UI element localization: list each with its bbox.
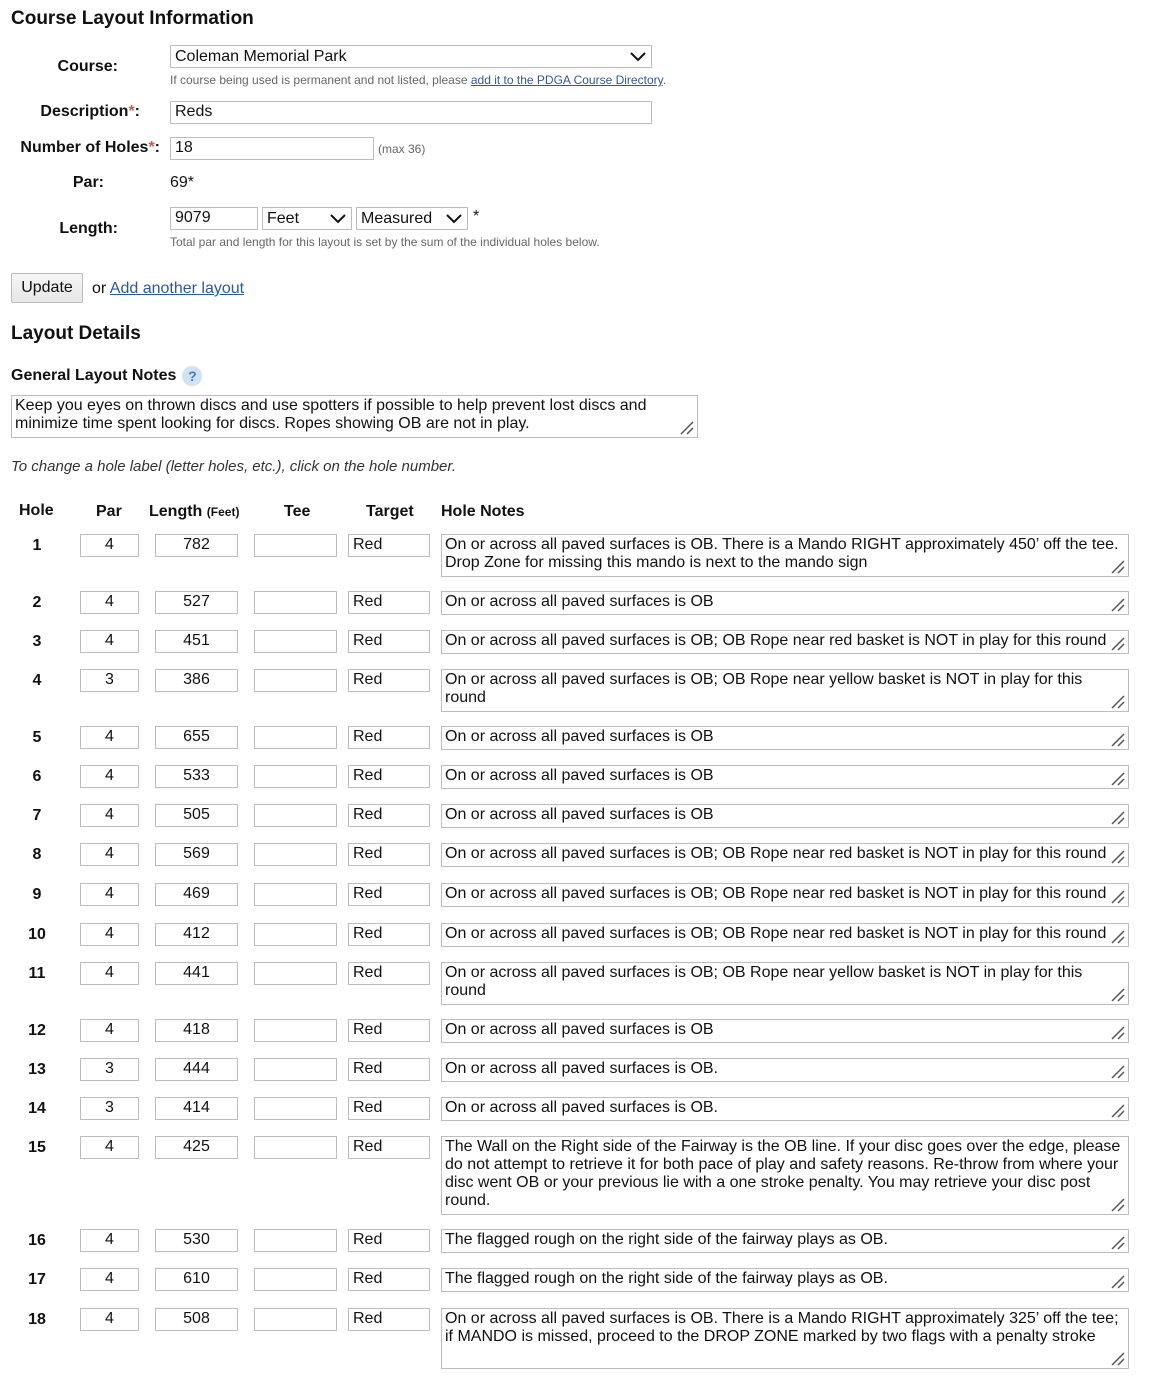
col-header-length-text: Length bbox=[149, 503, 203, 520]
hole-number[interactable]: 2 bbox=[32, 594, 42, 611]
hole-notes-textarea[interactable] bbox=[441, 962, 1129, 1005]
col-header-target: Target bbox=[366, 503, 414, 520]
tee-input[interactable] bbox=[254, 843, 337, 866]
col-header-length-unit: (Feet) bbox=[206, 505, 240, 519]
hole-label-instruction: To change a hole label (letter holes, etc.), click on the hole number. bbox=[11, 458, 456, 475]
add-course-directory-link[interactable]: add it to the PDGA Course Directory bbox=[470, 73, 663, 87]
length-input-hole[interactable]: 655 bbox=[155, 726, 238, 749]
hole-notes-text: On or across all paved surfaces is OB. bbox=[445, 1060, 718, 1077]
required-asterisk: * bbox=[128, 103, 135, 120]
hole-number[interactable]: 6 bbox=[32, 768, 42, 785]
hole-notes-textarea[interactable] bbox=[441, 1019, 1129, 1043]
par-input[interactable]: 4 bbox=[80, 1268, 139, 1291]
hole-notes-text: The flagged rough on the right side of the fairway plays as OB. bbox=[445, 1231, 888, 1248]
par-input[interactable]: 4 bbox=[80, 923, 139, 946]
par-input[interactable]: 4 bbox=[80, 630, 139, 653]
hole-number[interactable]: 3 bbox=[32, 633, 42, 650]
target-input[interactable]: Red bbox=[348, 883, 430, 906]
hole-number[interactable]: 5 bbox=[32, 729, 42, 746]
tee-input[interactable] bbox=[254, 1136, 337, 1159]
length-input-hole[interactable]: 451 bbox=[155, 630, 238, 653]
course-hint-suffix: . bbox=[662, 73, 667, 87]
hole-notes-textarea[interactable] bbox=[441, 1229, 1129, 1253]
resize-grip-icon[interactable] bbox=[1109, 809, 1125, 825]
required-asterisk: * bbox=[148, 139, 155, 156]
chevron-down-icon bbox=[629, 51, 647, 63]
hole-notes-text: On or across all paved surfaces is OB; OB Rope near red basket is NOT in play for this round bbox=[445, 632, 1107, 649]
target-input[interactable]: Red bbox=[348, 1058, 430, 1081]
length-type-select[interactable] bbox=[356, 207, 468, 230]
col-header-length bbox=[149, 503, 239, 521]
hole-notes-textarea[interactable] bbox=[441, 1136, 1129, 1215]
course-select[interactable] bbox=[170, 45, 652, 68]
length-input-hole[interactable]: 414 bbox=[155, 1097, 238, 1120]
target-input[interactable]: Red bbox=[348, 1308, 430, 1331]
hole-notes-textarea[interactable] bbox=[441, 726, 1129, 750]
resize-grip-icon[interactable] bbox=[1109, 596, 1125, 612]
hole-number[interactable]: 9 bbox=[32, 886, 42, 903]
hole-number[interactable]: 10 bbox=[28, 926, 46, 943]
hole-notes-textarea[interactable] bbox=[441, 1308, 1129, 1369]
hole-notes-textarea[interactable] bbox=[441, 1058, 1129, 1082]
tee-input[interactable] bbox=[254, 804, 337, 827]
col-header-hole-notes: Hole Notes bbox=[441, 503, 525, 520]
resize-grip-icon[interactable] bbox=[678, 419, 694, 435]
hole-notes-text: On or across all paved surfaces is OB; OB Rope near red basket is NOT in play for this round bbox=[445, 925, 1107, 942]
hole-notes-text: The flagged rough on the right side of the fairway plays as OB. bbox=[445, 1270, 888, 1287]
par-input[interactable]: 3 bbox=[80, 1058, 139, 1081]
length-input-hole[interactable]: 386 bbox=[155, 669, 238, 692]
par-input[interactable]: 4 bbox=[80, 1308, 139, 1331]
resize-grip-icon[interactable] bbox=[1109, 1350, 1125, 1366]
description-label-text: Description bbox=[40, 103, 129, 120]
hole-notes-text: On or across all paved surfaces is OB; OB Rope near yellow basket is NOT in play for this round bbox=[445, 671, 1083, 706]
hole-notes-textarea[interactable] bbox=[441, 1268, 1129, 1292]
length-input-hole[interactable]: 782 bbox=[155, 534, 238, 557]
resize-grip-icon[interactable] bbox=[1109, 635, 1125, 651]
length-input-hole[interactable]: 508 bbox=[155, 1308, 238, 1331]
length-label: Length: bbox=[59, 220, 118, 237]
hole-notes-text: On or across all paved surfaces is OB. There is a Mando RIGHT approximately 325’ off the tee; if MANDO is missed, proceed to the DROP ZONE marked by two flags with a penalty stroke bbox=[445, 1310, 1119, 1345]
length-input-hole[interactable]: 418 bbox=[155, 1019, 238, 1042]
par-input[interactable]: 4 bbox=[80, 534, 139, 557]
hole-number[interactable]: 12 bbox=[28, 1022, 46, 1039]
length-input[interactable]: 9079 bbox=[170, 207, 258, 230]
hole-notes-text: On or across all paved surfaces is OB bbox=[445, 1021, 714, 1038]
hole-notes-text: The Wall on the Right side of the Fairway is the OB line. If your disc goes over the edge, please do not attempt to retrieve it for both pace of play and safety reasons. Re-throw from where your disc went OB or your previous lie with a one stroke penalty. You may retrieve your disc post round. bbox=[445, 1138, 1121, 1209]
resize-grip-icon[interactable] bbox=[1109, 731, 1125, 747]
tee-input[interactable] bbox=[254, 591, 337, 614]
resize-grip-icon[interactable] bbox=[1109, 928, 1125, 944]
course-hint bbox=[170, 73, 730, 87]
hole-notes-textarea[interactable] bbox=[441, 591, 1129, 615]
hole-notes-textarea[interactable] bbox=[441, 1097, 1129, 1121]
length-unit-select[interactable] bbox=[262, 207, 352, 230]
tee-input[interactable] bbox=[254, 669, 337, 692]
or-text: or bbox=[92, 280, 107, 297]
resize-grip-icon[interactable] bbox=[1109, 888, 1125, 904]
par-value: 69* bbox=[170, 174, 195, 191]
length-input-hole[interactable]: 569 bbox=[155, 843, 238, 866]
number-of-holes-label-text: Number of Holes bbox=[20, 139, 149, 156]
hole-number[interactable]: 14 bbox=[28, 1100, 46, 1117]
target-input[interactable]: Red bbox=[348, 1097, 430, 1120]
length-unit-value: Feet bbox=[267, 209, 300, 227]
tee-input[interactable] bbox=[254, 1229, 337, 1252]
hole-number[interactable]: 4 bbox=[32, 672, 42, 689]
tee-input[interactable] bbox=[254, 1268, 337, 1291]
help-icon[interactable]: ? bbox=[182, 366, 202, 386]
col-header-par: Par bbox=[96, 503, 122, 520]
hole-number[interactable]: 17 bbox=[28, 1271, 46, 1288]
hole-number[interactable]: 15 bbox=[28, 1139, 46, 1156]
tee-input[interactable] bbox=[254, 962, 337, 985]
hole-notes-text: On or across all paved surfaces is OB bbox=[445, 767, 714, 784]
hole-number[interactable]: 16 bbox=[28, 1232, 46, 1249]
general-notes-label-row bbox=[11, 366, 202, 386]
par-input[interactable]: 4 bbox=[80, 1136, 139, 1159]
resize-grip-icon[interactable] bbox=[1109, 1024, 1125, 1040]
resize-grip-icon[interactable] bbox=[1109, 848, 1125, 864]
tee-input[interactable] bbox=[254, 883, 337, 906]
hole-notes-text: On or across all paved surfaces is OB bbox=[445, 728, 714, 745]
section-title-course-layout: Course Layout Information bbox=[11, 8, 254, 29]
hole-notes-text: On or across all paved surfaces is OB bbox=[445, 593, 714, 610]
length-input-hole[interactable]: 610 bbox=[155, 1268, 238, 1291]
holes-max-hint: (max 36) bbox=[378, 142, 426, 156]
hole-notes-textarea[interactable] bbox=[441, 843, 1129, 867]
target-input[interactable]: Red bbox=[348, 534, 430, 557]
hole-notes-textarea[interactable] bbox=[441, 883, 1129, 907]
resize-grip-icon[interactable] bbox=[1109, 1273, 1125, 1289]
hole-notes-text: On or across all paved surfaces is OB. bbox=[445, 1099, 718, 1116]
chevron-down-icon bbox=[445, 213, 463, 225]
resize-grip-icon[interactable] bbox=[1109, 693, 1125, 709]
hole-number[interactable]: 8 bbox=[32, 846, 42, 863]
tee-input[interactable] bbox=[254, 1058, 337, 1081]
update-button[interactable]: Update bbox=[11, 273, 83, 303]
tee-input[interactable] bbox=[254, 630, 337, 653]
number-of-holes-input[interactable]: 18 bbox=[170, 137, 374, 160]
par-input[interactable]: 4 bbox=[80, 765, 139, 788]
number-of-holes-label-colon: : bbox=[154, 139, 160, 156]
length-input-hole[interactable]: 530 bbox=[155, 1229, 238, 1252]
tee-input[interactable] bbox=[254, 1097, 337, 1120]
hole-notes-text: On or across all paved surfaces is OB. There is a Mando RIGHT approximately 450’ off the tee. Drop Zone for missing this mando is next to the mando sign bbox=[445, 536, 1119, 571]
par-input[interactable]: 4 bbox=[80, 1019, 139, 1042]
length-input-hole[interactable]: 527 bbox=[155, 591, 238, 614]
target-input[interactable]: Red bbox=[348, 669, 430, 692]
target-input[interactable]: Red bbox=[348, 1229, 430, 1252]
target-input[interactable]: Red bbox=[348, 726, 430, 749]
hole-notes-text: On or across all paved surfaces is OB; OB Rope near red basket is NOT in play for this round bbox=[445, 845, 1107, 862]
target-input[interactable]: Red bbox=[348, 804, 430, 827]
target-input[interactable]: Red bbox=[348, 765, 430, 788]
resize-grip-icon[interactable] bbox=[1109, 1196, 1125, 1212]
par-input[interactable]: 4 bbox=[80, 1229, 139, 1252]
par-input[interactable]: 4 bbox=[80, 804, 139, 827]
length-type-value: Measured bbox=[361, 209, 433, 227]
course-label: Course: bbox=[57, 58, 118, 75]
resize-grip-icon[interactable] bbox=[1109, 986, 1125, 1002]
resize-grip-icon[interactable] bbox=[1109, 770, 1125, 786]
section-title-layout-details: Layout Details bbox=[11, 323, 141, 344]
add-layout-row bbox=[92, 280, 244, 298]
resize-grip-icon[interactable] bbox=[1109, 558, 1125, 574]
tee-input[interactable] bbox=[254, 1308, 337, 1331]
hole-notes-textarea[interactable] bbox=[441, 534, 1129, 577]
col-header-tee: Tee bbox=[284, 503, 311, 520]
hole-notes-text: On or across all paved surfaces is OB bbox=[445, 806, 714, 823]
length-input-hole[interactable]: 444 bbox=[155, 1058, 238, 1081]
general-notes-text: Keep you eyes on thrown discs and use spotters if possible to help prevent lost discs and minimize time spent looking for discs. Ropes showing OB are not in play. bbox=[15, 397, 647, 432]
length-hint: Total par and length for this layout is set by the sum of the individual holes below. bbox=[170, 235, 600, 249]
target-input[interactable]: Red bbox=[348, 1136, 430, 1159]
length-input-hole[interactable]: 469 bbox=[155, 883, 238, 906]
hole-number[interactable]: 18 bbox=[28, 1311, 46, 1328]
par-input[interactable]: 3 bbox=[80, 1097, 139, 1120]
hole-notes-textarea[interactable] bbox=[441, 630, 1129, 654]
hole-notes-text: On or across all paved surfaces is OB; OB Rope near red basket is NOT in play for this round bbox=[445, 885, 1107, 902]
col-header-hole: Hole bbox=[19, 502, 54, 519]
par-input[interactable]: 3 bbox=[80, 669, 139, 692]
course-hint-text: If course being used is permanent and not listed, please bbox=[170, 73, 471, 87]
length-input-hole[interactable]: 441 bbox=[155, 962, 238, 985]
target-input[interactable]: Red bbox=[348, 1268, 430, 1291]
hole-number[interactable]: 11 bbox=[28, 965, 46, 982]
length-input-hole[interactable]: 425 bbox=[155, 1136, 238, 1159]
description-input[interactable]: Reds bbox=[170, 101, 652, 124]
target-input[interactable]: Red bbox=[348, 630, 430, 653]
number-of-holes-label bbox=[10, 139, 160, 157]
course-select-value: Coleman Memorial Park bbox=[175, 47, 347, 65]
resize-grip-icon[interactable] bbox=[1109, 1102, 1125, 1118]
description-label bbox=[10, 103, 140, 121]
par-label: Par: bbox=[72, 174, 104, 191]
length-required-star: * bbox=[473, 208, 480, 225]
hole-number[interactable]: 13 bbox=[28, 1061, 46, 1078]
tee-input[interactable] bbox=[254, 765, 337, 788]
tee-input[interactable] bbox=[254, 534, 337, 557]
general-notes-textarea[interactable] bbox=[11, 395, 698, 438]
target-input[interactable]: Red bbox=[348, 591, 430, 614]
hole-number[interactable]: 7 bbox=[32, 807, 42, 824]
hole-notes-textarea[interactable] bbox=[441, 669, 1129, 712]
hole-notes-textarea[interactable] bbox=[441, 804, 1129, 828]
target-input[interactable]: Red bbox=[348, 1019, 430, 1042]
hole-number[interactable]: 1 bbox=[32, 537, 42, 554]
target-input[interactable]: Red bbox=[348, 962, 430, 985]
general-notes-label: General Layout Notes bbox=[11, 367, 177, 384]
hole-notes-textarea[interactable] bbox=[441, 923, 1129, 947]
par-input[interactable]: 4 bbox=[80, 962, 139, 985]
par-input[interactable]: 4 bbox=[80, 726, 139, 749]
length-input-hole[interactable]: 412 bbox=[155, 923, 238, 946]
par-input[interactable]: 4 bbox=[80, 883, 139, 906]
resize-grip-icon[interactable] bbox=[1109, 1063, 1125, 1079]
resize-grip-icon[interactable] bbox=[1109, 1234, 1125, 1250]
tee-input[interactable] bbox=[254, 923, 337, 946]
description-label-colon: : bbox=[134, 103, 140, 120]
hole-notes-text: On or across all paved surfaces is OB; OB Rope near yellow basket is NOT in play for this round bbox=[445, 964, 1083, 999]
length-input-hole[interactable]: 505 bbox=[155, 804, 238, 827]
par-input[interactable]: 4 bbox=[80, 843, 139, 866]
par-input[interactable]: 4 bbox=[80, 591, 139, 614]
target-input[interactable]: Red bbox=[348, 923, 430, 946]
length-input-hole[interactable]: 533 bbox=[155, 765, 238, 788]
target-input[interactable]: Red bbox=[348, 843, 430, 866]
chevron-down-icon bbox=[329, 213, 347, 225]
hole-notes-textarea[interactable] bbox=[441, 765, 1129, 789]
tee-input[interactable] bbox=[254, 1019, 337, 1042]
tee-input[interactable] bbox=[254, 726, 337, 749]
add-another-layout-link[interactable]: Add another layout bbox=[109, 280, 245, 297]
